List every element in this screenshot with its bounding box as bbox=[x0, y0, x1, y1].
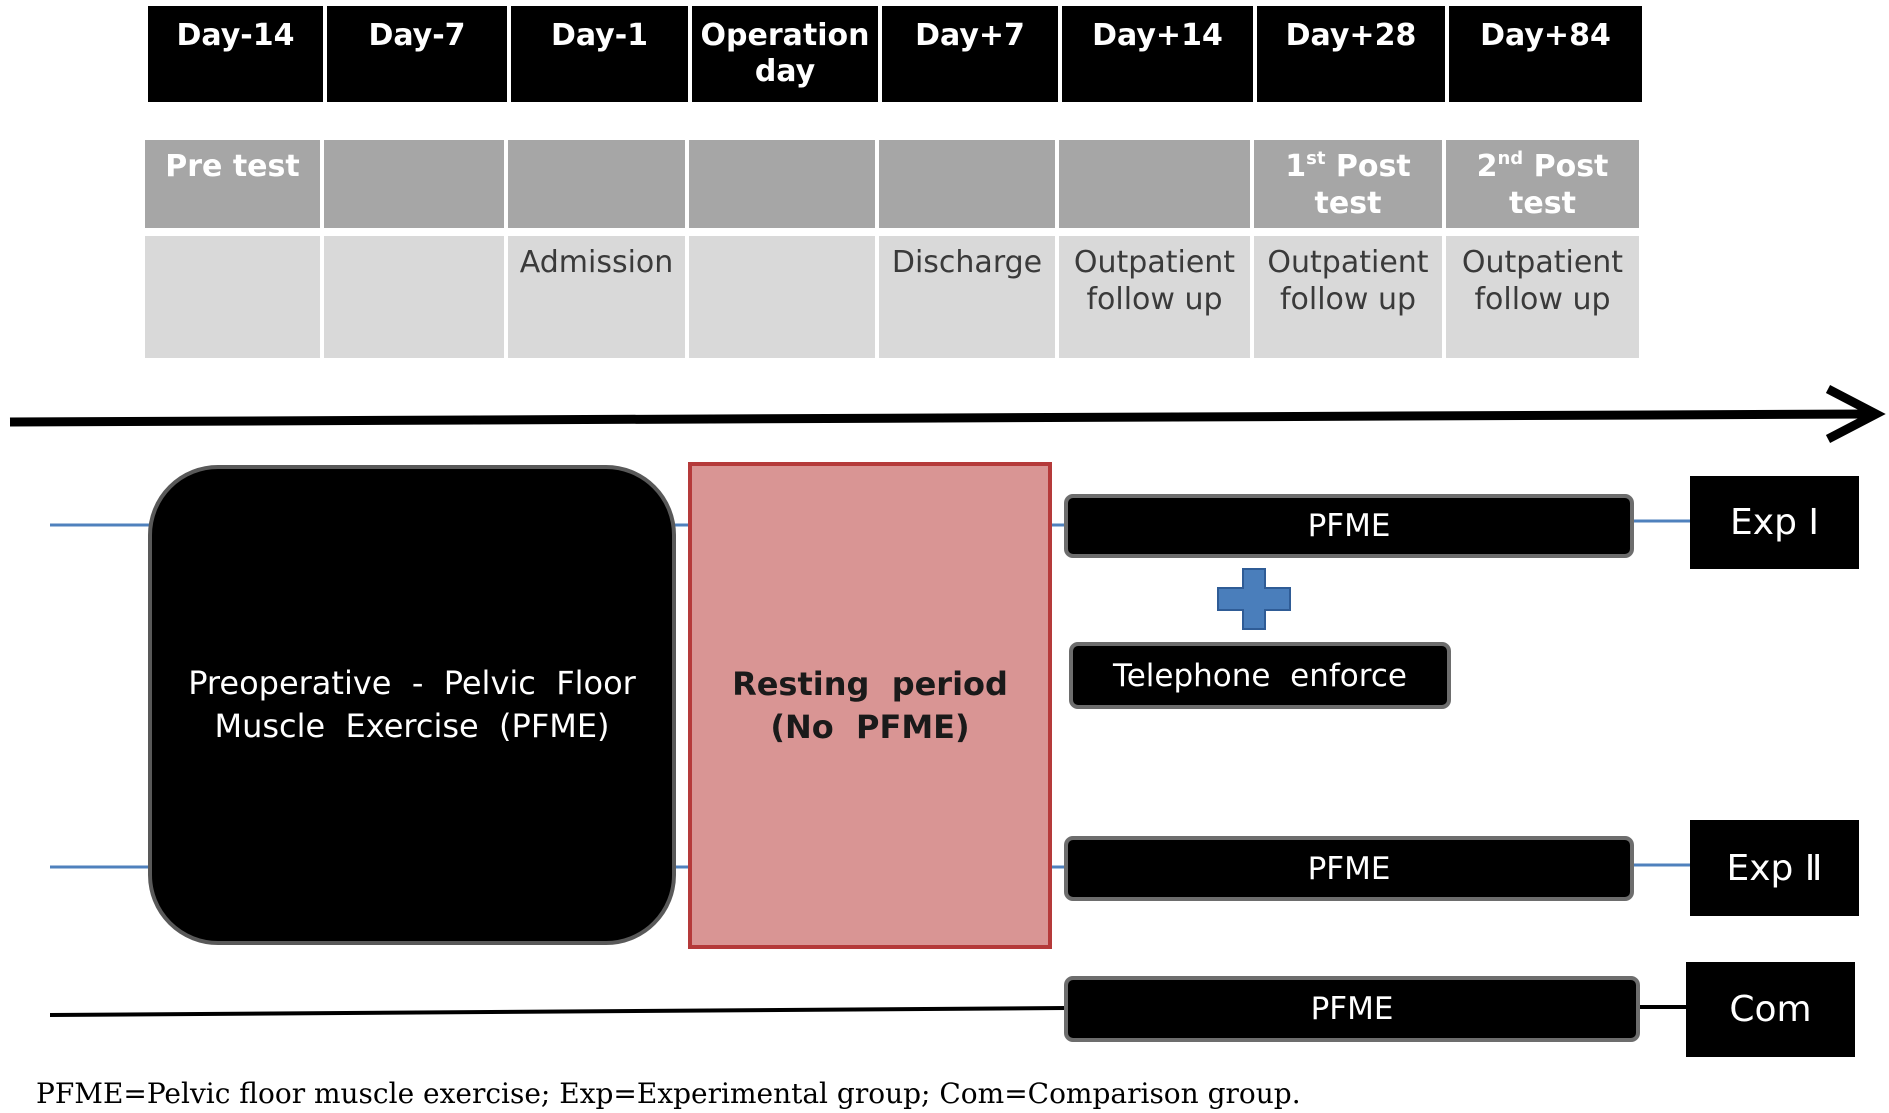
post-test-2-suffix: nd bbox=[1497, 148, 1524, 169]
post-test-1-cell bbox=[1254, 140, 1442, 228]
post-test-1-ordinal: 1 bbox=[1285, 149, 1307, 184]
group-label-com: Com bbox=[1686, 962, 1855, 1057]
exp2-pfme-bar: PFME bbox=[1064, 836, 1634, 901]
preoperative-pfme-box bbox=[148, 465, 676, 945]
com-pfme-bar: PFME bbox=[1064, 976, 1640, 1042]
event-cell-outpatient: Outpatient follow up bbox=[1254, 236, 1442, 358]
day-cell: Day-14 bbox=[148, 6, 323, 102]
day-cell: Operation day bbox=[692, 6, 878, 102]
event-cell-discharge: Discharge bbox=[879, 236, 1055, 358]
footnote: PFME=Pelvic floor muscle exercise; Exp=Experimental group; Com=Comparison group. bbox=[36, 1077, 1301, 1110]
group-label-exp1: Exp Ⅰ bbox=[1690, 476, 1859, 569]
test-cell bbox=[324, 140, 504, 228]
post-test-1-label: Post bbox=[1325, 149, 1411, 184]
telephone-enforce-bar: Telephone enforce bbox=[1069, 642, 1451, 709]
preop-line-1: Preoperative - Pelvic Floor bbox=[188, 664, 636, 702]
preop-line-2: Muscle Exercise (PFME) bbox=[214, 707, 610, 745]
event-cell bbox=[324, 236, 504, 358]
test-cell bbox=[689, 140, 875, 228]
event-cell-outpatient: Outpatient follow up bbox=[1446, 236, 1639, 358]
com-connector-left bbox=[50, 1008, 1066, 1015]
day-cell: Day+84 bbox=[1449, 6, 1642, 102]
post-test-2-ordinal: 2 bbox=[1476, 149, 1498, 184]
day-cell: Day-1 bbox=[511, 6, 688, 102]
post-test-2-label: Post bbox=[1523, 149, 1609, 184]
rest-line-2: (No PFME) bbox=[770, 707, 970, 746]
event-cell-admission: Admission bbox=[508, 236, 685, 358]
rest-line-1: Resting period bbox=[732, 664, 1008, 703]
plus-icon bbox=[1216, 567, 1292, 631]
test-cell bbox=[1059, 140, 1250, 228]
group-label-exp2: Exp Ⅱ bbox=[1690, 820, 1859, 916]
exp1-pfme-bar: PFME bbox=[1064, 494, 1634, 558]
day-cell: Day+14 bbox=[1062, 6, 1253, 102]
test-cell bbox=[879, 140, 1055, 228]
post-test-1-suffix: st bbox=[1306, 148, 1326, 169]
day-cell: Day+7 bbox=[882, 6, 1058, 102]
event-cell bbox=[145, 236, 320, 358]
post-test-2-cell bbox=[1446, 140, 1639, 228]
post-test-2-line2: test bbox=[1509, 186, 1576, 221]
post-test-1-line2: test bbox=[1314, 186, 1382, 221]
test-cell bbox=[508, 140, 685, 228]
timeline-arrow-shaft bbox=[10, 414, 1872, 422]
event-cell bbox=[689, 236, 875, 358]
resting-period-box bbox=[688, 462, 1052, 949]
event-cell-outpatient: Outpatient follow up bbox=[1059, 236, 1250, 358]
test-cell: Pre test bbox=[145, 140, 320, 228]
day-cell: Day-7 bbox=[327, 6, 507, 102]
day-cell: Day+28 bbox=[1257, 6, 1445, 102]
